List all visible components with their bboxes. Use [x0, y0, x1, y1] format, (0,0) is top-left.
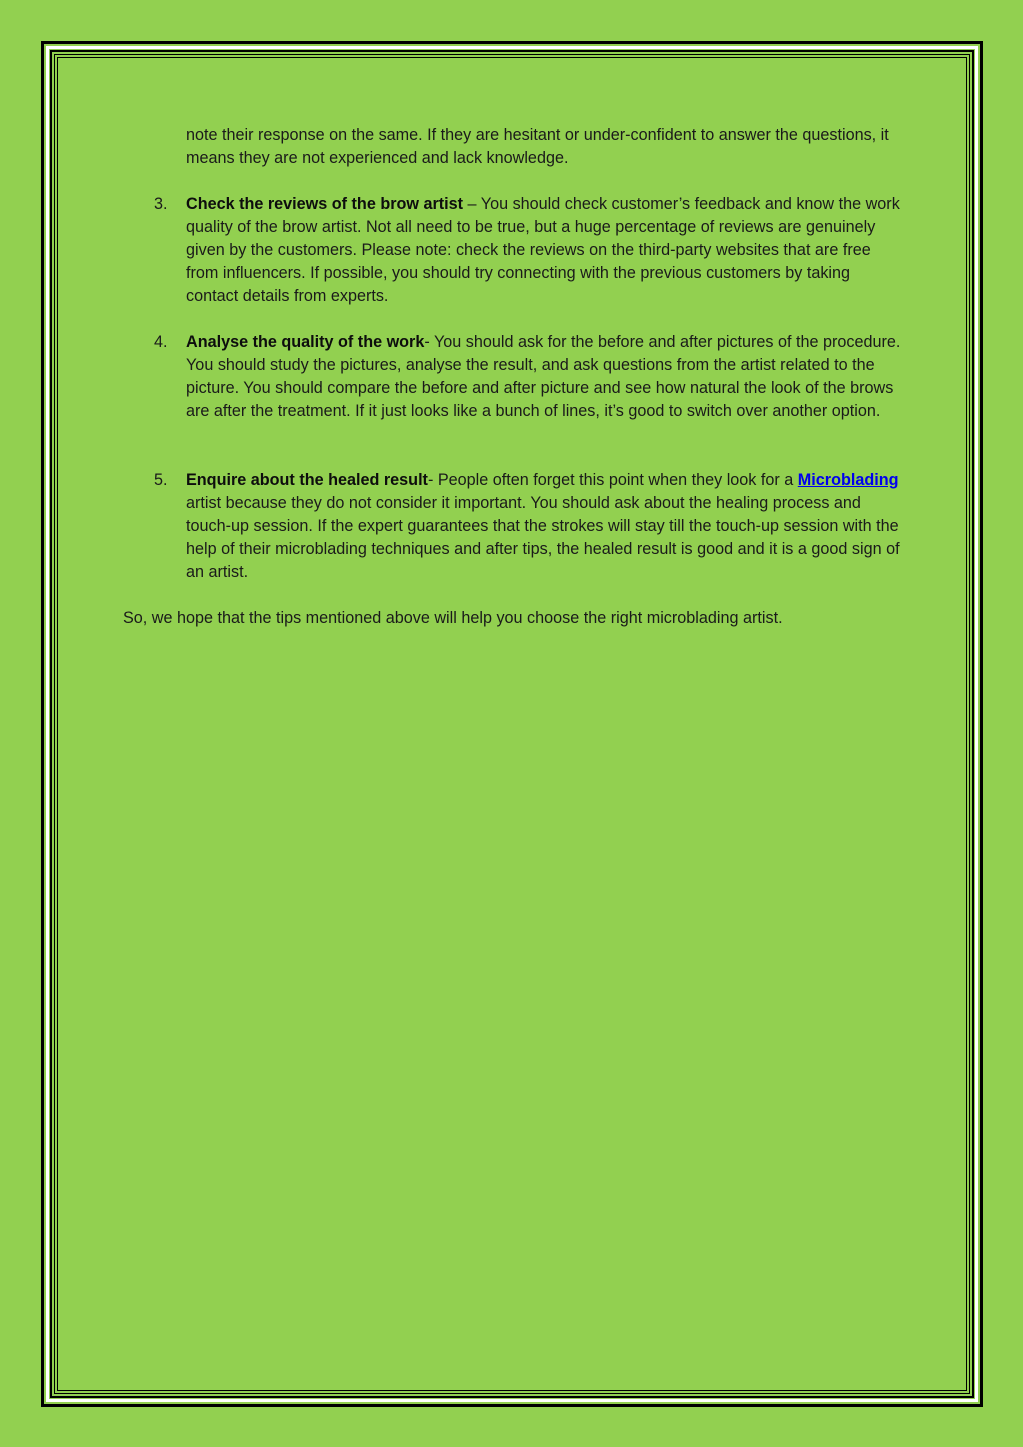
list-item-body: - You should ask for the before and after pictures of the procedure. You should study the pictures, analyse the result, and ask questions from the artist related to the picture. You should compare the before and after picture and see how natural the look of the brows are after the treatment. If it just looks like a bunch of lines, it’s good to switch over another option. — [186, 333, 901, 420]
closing-paragraph: So, we hope that the tips mentioned above will help you choose the right microblading artist. — [123, 609, 783, 627]
list-item-number: 4. — [154, 333, 168, 351]
list-item-heading: Enquire about the healed result — [186, 471, 428, 489]
list-item-number: 3. — [154, 195, 168, 213]
list-item-body-start: - People often forget this point when they look for a — [427, 471, 798, 489]
list-item-quality — [154, 331, 901, 423]
list-item-healed-result — [154, 469, 901, 584]
list-item-number: 5. — [154, 471, 168, 489]
list-item-heading: Check the reviews of the brow artist — [186, 195, 464, 213]
microblading-link[interactable]: Microblading — [797, 471, 899, 489]
continuation-paragraph: note their response on the same. If they are hesitant or under-confident to answer the questions, it means they are not experienced and lack knowledge. — [186, 126, 889, 167]
list-item-reviews — [154, 193, 901, 308]
list-item-heading: Analyse the quality of the work — [186, 333, 425, 351]
list-item-body: – You should check customer’s feedback and know the work quality of the brow artist. Not all need to be true, but a huge percentage of reviews are genuinely given by the customers. Please note: check the reviews on the third-party websites that are free from influencers. If possible, you should try connecting with the previous customers by taking contact details from experts. — [186, 195, 900, 305]
list-item-body-end: artist because they do not consider it important. You should ask about the healing process and touch-up session. If the expert guarantees that the strokes will stay till the touch-up session with the help of their microblading techniques and after tips, the healed result is good and it is a good sign of an artist. — [186, 494, 900, 581]
